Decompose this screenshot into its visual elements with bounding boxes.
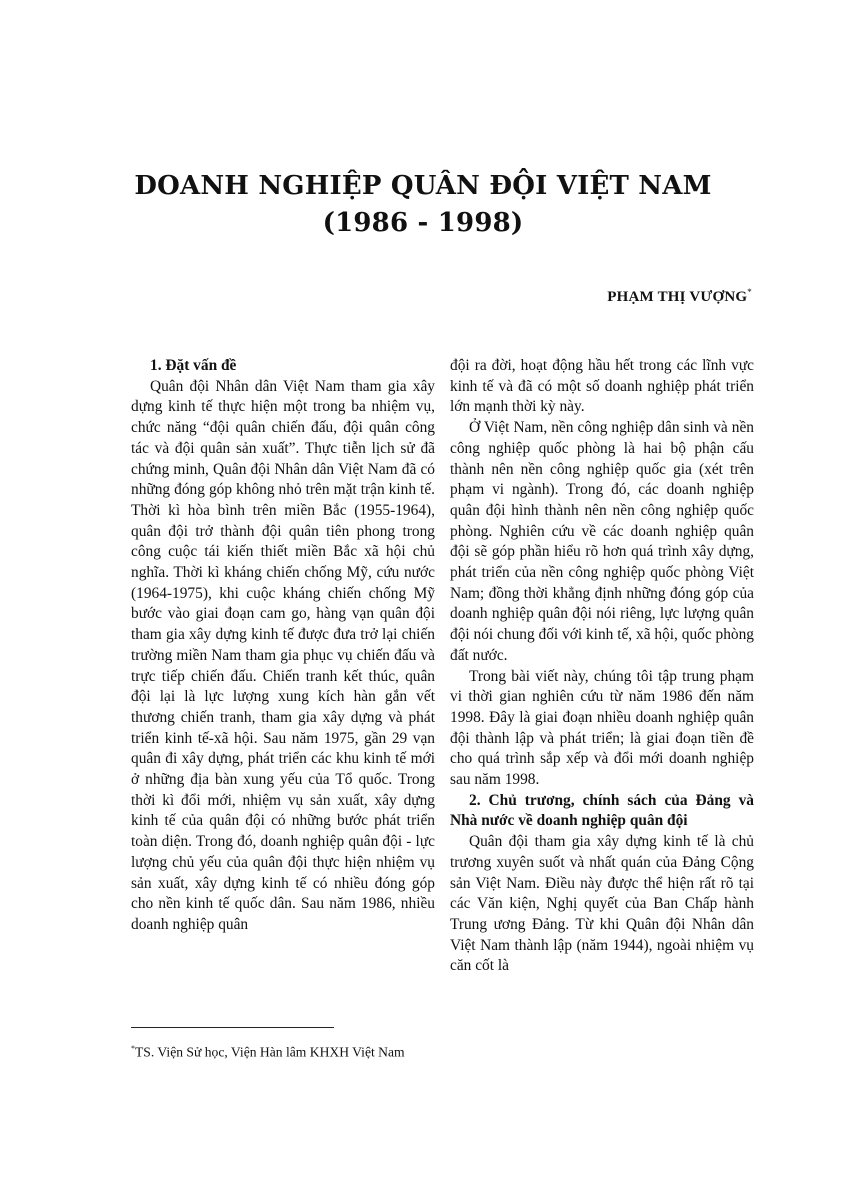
article-title-years: (1986 - 1998)	[322, 208, 524, 238]
author-footnote-mark: *	[747, 287, 752, 297]
footnote-mark: *	[131, 1044, 135, 1053]
footnote-text: TS. Viện Sử học, Viện Hàn lâm KHXH Việt Nam	[135, 1044, 405, 1060]
right-column	[450, 356, 754, 977]
footnote-divider	[131, 1027, 334, 1028]
section-2-paragraph-1: Quân đội tham gia xây dựng kinh tế là chủ trương xuyên suốt và nhất quán của Đảng Cộng sản Việt Nam. Điều này được thể hiện rất rõ tại các Văn kiện, Nghị quyết của Ban Chấp hành Trung ương Đảng. Từ khi Quân đội Nhân dân Việt Nam thành lập (năm 1944), ngoài nhiệm vụ căn cốt là	[450, 833, 754, 975]
article-title: DOANH NGHIỆP QUÂN ĐỘI VIỆT NAM	[134, 171, 712, 201]
left-column	[131, 356, 435, 936]
footnote	[131, 1040, 405, 1062]
section-1-paragraph-2: Ở Việt Nam, nền công nghiệp dân sinh và nền công nghiệp quốc phòng là hai bộ phận cấu thành nên nền công nghiệp quốc gia (xét trên phạm vi ngành). Trong đó, các doanh nghiệp quân đội hình thành nên nền công nghiệp quốc phòng. Nghiên cứu về các doanh nghiệp quân đội sẽ góp phần hiểu rõ hơn quá trình xây dựng, phát triển của nền công nghiệp quốc phòng Việt Nam; đồng thời khẳng định những đóng góp của doanh nghiệp quân đội nói riêng, lực lượng quân đội nói chung đối với kinh tế, xã hội, quốc phòng đất nước.	[450, 419, 754, 664]
section-1-heading: 1. Đặt vấn đề	[150, 357, 237, 374]
section-1-paragraph-1-continued: đội ra đời, hoạt động hầu hết trong các lĩnh vực kinh tế và đã có một số doanh nghiệp phát triển lớn mạnh thời kỳ này.	[450, 357, 754, 416]
section-1-paragraph-1: Quân đội Nhân dân Việt Nam tham gia xây dựng kinh tế thực hiện một trong ba nhiệm vụ, chức năng “đội quân chiến đấu, đội quân công tác và đội quân sản xuất”. Thực tiễn lịch sử đã chứng minh, Quân đội Nhân dân Việt Nam đã có những đóng góp không nhỏ trên mặt trận kinh tế. Thời kì hòa bình trên miền Bắc (1955-1964), quân đội trở thành đội quân tiên phong trong công cuộc tái kiến thiết miền Bắc xã hội chủ nghĩa. Thời kì kháng chiến chống Mỹ, cứu nước (1964-1975), khi cuộc kháng chiến chống Mỹ bước vào giai đoạn cam go, hàng vạn quân đội tham gia xây dựng kinh tế được đưa trở lại chiến trường miền Nam tham gia phục vụ chiến đấu và trực tiếp chiến đấu. Chiến tranh kết thúc, quân đội lại là lực lượng xung kích hàn gắn vết thương chiến tranh, tham gia xây dựng và phát triển kinh tế-xã hội. Sau năm 1975, gần 29 vạn quân đi xây dựng, phát triển các khu kinh tế mới ở những địa bàn xung yếu của Tổ quốc. Trong thời kì đổi mới, nhiệm vụ sản xuất, xây dựng kinh tế của quân đội có những bước phát triển toàn diện. Trong đó, doanh nghiệp quân đội - lực lượng chủ yếu của quân đội thực hiện nhiệm vụ sản xuất, xây dựng kinh tế có nhiều đóng góp cho nền kinh tế quốc dân. Sau năm 1986, nhiều doanh nghiệp quân	[131, 377, 435, 933]
author-name	[607, 287, 752, 306]
author-name-text: PHẠM THỊ VƯỢNG	[607, 289, 748, 305]
section-2-heading: 2. Chủ trương, chính sách của Đảng và Nhà nước về doanh nghiệp quân đội	[450, 791, 754, 830]
section-1-paragraph-3: Trong bài viết này, chúng tôi tập trung phạm vi thời gian nghiên cứu từ năm 1986 đến năm 1998. Đây là giai đoạn nhiều doanh nghiệp quân đội thành lập và phát triển; là giai đoạn tiền đề cho quá trình sắp xếp và đổi mới doanh nghiệp sau năm 1998.	[450, 667, 754, 789]
